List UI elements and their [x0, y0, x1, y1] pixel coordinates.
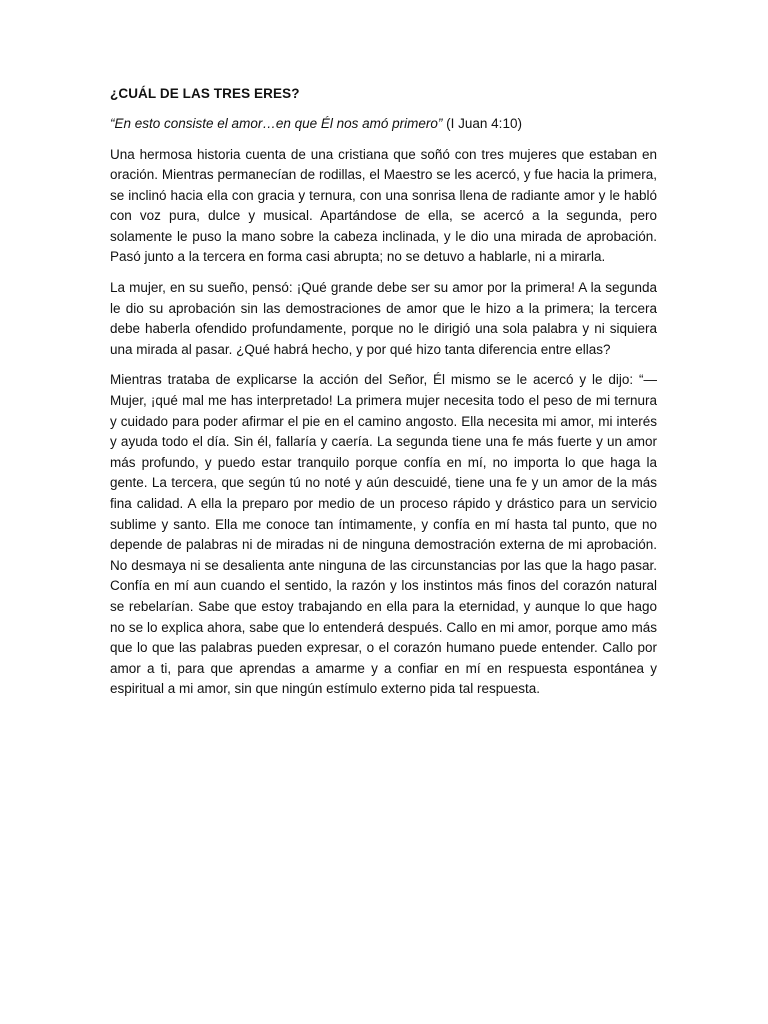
epigraph-reference: (I Juan 4:10): [442, 116, 522, 131]
paragraph-1: Una hermosa historia cuenta de una cristiana que soñó con tres mujeres que estaban en oración. Mientras permanecían de rodillas, el Maestro se les acercó, y fue hacia la primera, se inclinó hacia ella con gracia y ternura, con una sonrisa llena de radiante amor y le habló con voz pura, dulce y musical. Apartándose de ella, se acercó a la segunda, pero solamente le puso la mano sobre la cabeza inclinada, y le dio una mirada de aprobación. Pasó junto a la tercera en forma casi abrupta; no se detuvo a hablarle, ni a mirarla.: [110, 146, 657, 265]
document-title: ¿CUÁL DE LAS TRES ERES?: [110, 86, 300, 101]
paragraph-2: La mujer, en su sueño, pensó: ¡Qué grande debe ser su amor por la primera! A la segunda le dio su aprobación sin las demostraciones de amor que le hizo a la primera; la tercera debe haberla ofendido profundamente, porque no le dirigió una sola palabra y ni siquiera una mirada al pasar. ¿Qué habrá hecho, y por qué hizo tanta diferencia entre ellas?: [110, 280, 657, 357]
paragraph-3: Mientras trataba de explicarse la acción del Señor, Él mismo se le acercó y le dijo: “— Mujer, ¡qué mal me has interpretado! La primera mujer necesita todo el peso de mi ternura y cuidado para poder afirmar el pie en el camino angosto. Ella necesita mi amor, mi interés y ayuda todo el día. Sin él, fallaría y caería. La segunda tiene una fe más fuerte y un amor más profundo, y puedo estar tranquilo porque confía en mí, no importa lo que haga la gente. La tercera, que según tú no noté y aún descuidé, tiene una fe y un amor de la más fina calidad. A ella la preparo por medio de un proceso rápido y drástico para un servicio sublime y santo. Ella me conoce tan íntimamente, y confía en mí hasta tal punto, que no depende de palabras ni de miradas ni de ninguna demostración externa de mi aprobación. No desmaya ni se desalienta ante ninguna de las circunstancias por las que la hago pasar. Confía en mí aun cuando el sentido, la razón y los instintos más finos del corazón natural se rebelarían. Sabe que estoy trabajando en ella para la eternidad, y aunque lo que hago no se lo explica ahora, sabe que lo entenderá después. Callo en mi amor, porque amo más que lo que las palabras pueden expresar, o el corazón humano puede entender. Callo por amor a ti, para que aprendas a amarme y a confiar en mí en respuesta espontánea y espiritual a mi amor, sin que ningún estímulo externo pida tal respuesta.: [110, 372, 657, 697]
epigraph: [110, 114, 657, 135]
epigraph-quote: “En esto consiste el amor…en que Él nos amó primero”: [110, 116, 443, 131]
document-page: [110, 84, 657, 710]
